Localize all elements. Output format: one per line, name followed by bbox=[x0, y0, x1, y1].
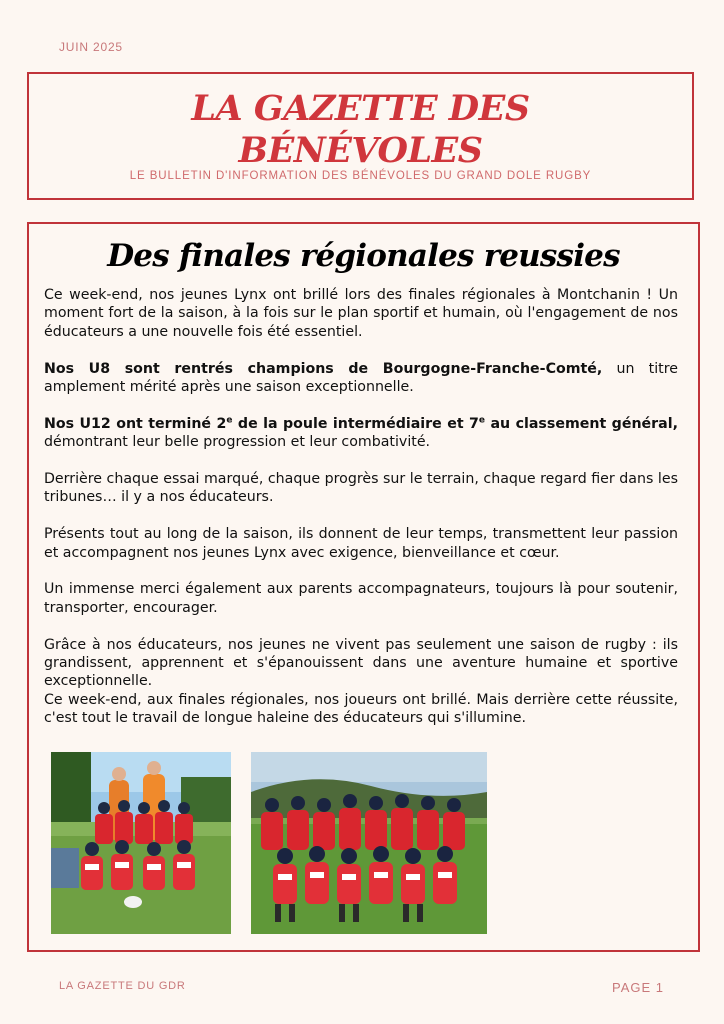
paragraph-2-rest: un titre amplement mérité après une saison exceptionnelle. bbox=[44, 360, 678, 396]
page-number: PAGE 1 bbox=[612, 980, 665, 995]
newsletter-subtitle: LE BULLETIN D'INFORMATION DES BÉNÉVOLES DU GRAND DOLE RUGBY bbox=[129, 170, 592, 182]
paragraph-2-bold: Nos U8 sont rentrés champions de Bourgogne-Franche-Comté, bbox=[44, 360, 603, 377]
issue-date: JUIN 2025 bbox=[59, 40, 123, 54]
article-body bbox=[44, 286, 678, 728]
paragraph-6: Un immense merci également aux parents accompagnateurs, toujours là pour soutenir, transporter, encourager. bbox=[44, 581, 678, 616]
paragraph-5: Présents tout au long de la saison, ils donnent de leur temps, transmettent leur passion et accompagnent nos jeunes Lynx avec exigence, bienveillance et cœur. bbox=[44, 526, 678, 561]
paragraph-4: Derrière chaque essai marqué, chaque progrès sur le terrain, chaque regard fier dans les tribunes… il y a nos éducateurs. bbox=[44, 471, 678, 506]
paragraph-2 bbox=[44, 360, 678, 397]
newsletter-title bbox=[29, 88, 692, 172]
u12-rank-text-2: de la poule intermédiaire et 7 bbox=[232, 415, 479, 432]
team-photo-u12 bbox=[251, 752, 487, 934]
paragraph-8: Ce week-end, aux finales régionales, nos joueurs ont brillé. Mais derrière cette réussite, c'est tout le travail de longue haleine des éducateurs qui s'illumine. bbox=[44, 691, 678, 727]
article-headline: Des finales régionales reussies bbox=[107, 238, 620, 274]
ordinal-suffix: e bbox=[226, 415, 233, 426]
u12-rank-text: Nos U12 ont terminé 2 bbox=[44, 415, 227, 432]
team-photo-u8 bbox=[51, 752, 231, 934]
paragraph-3 bbox=[44, 415, 678, 452]
title-line-2: BÉNÉVOLES bbox=[238, 130, 483, 171]
article-box bbox=[27, 222, 700, 952]
paragraph-3-rest: démontrant leur belle progression et leur combativité. bbox=[44, 434, 431, 451]
paragraph-1: Ce week-end, nos jeunes Lynx ont brillé lors des finales régionales à Montchanin ! Un moment fort de la saison, à la fois sur le plan sportif et humain, où l'engagement de nos éducateurs a une nouvelle fois été essentiel. bbox=[44, 287, 678, 340]
header-box bbox=[27, 72, 694, 200]
paragraph-7: Grâce à nos éducateurs, nos jeunes ne vivent pas seulement une saison de rugby : ils grandissent, apprennent et s'épanouissent dans une aventure humaine et sportive exceptionnelle. bbox=[44, 636, 678, 690]
footer-publication: LA GAZETTE DU GDR bbox=[59, 980, 186, 992]
ordinal-suffix-2: e bbox=[478, 415, 486, 426]
u12-rank-text-3: au classement général, bbox=[485, 415, 678, 432]
paragraph-3-bold bbox=[44, 416, 678, 432]
title-line-1: LA GAZETTE DES bbox=[191, 88, 530, 129]
